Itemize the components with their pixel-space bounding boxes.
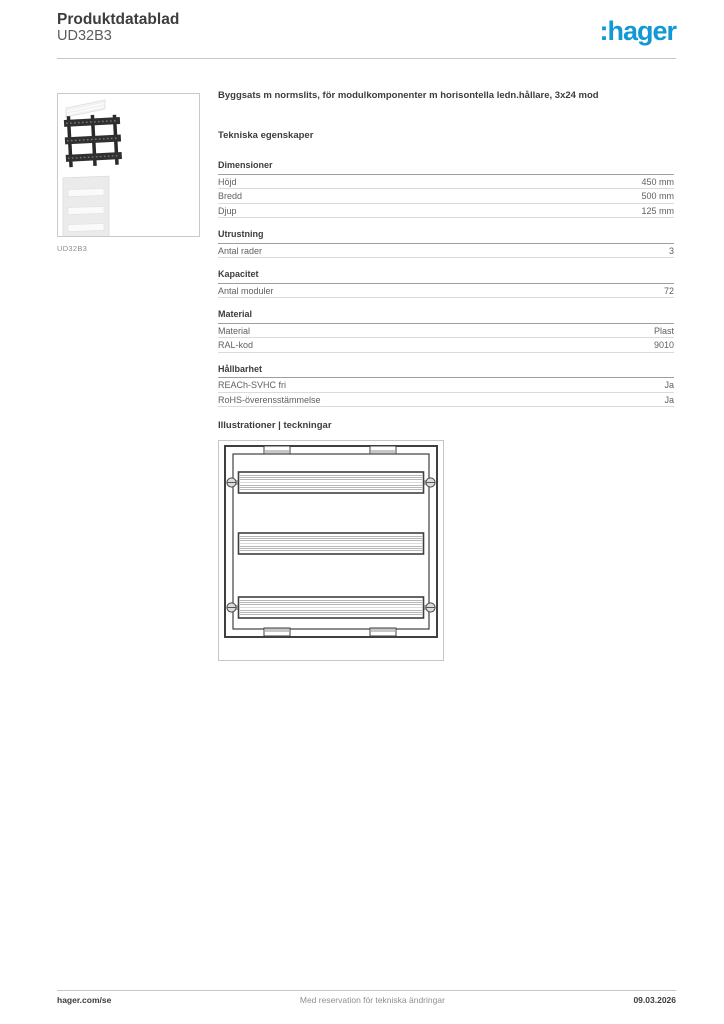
spec-row-value: Ja [664,380,674,390]
footer [57,995,676,1005]
spec-row [218,284,674,299]
spec-row-label: Antal moduler [218,285,274,296]
spec-row [218,175,674,190]
spec-sections [218,160,674,407]
spec-row-label: Djup [218,205,237,216]
technical-drawing-frame [218,440,444,661]
spec-section-title: Hållbarhet [218,364,674,379]
spec-row [218,204,674,219]
spec-row [218,244,674,259]
spec-section [218,160,674,218]
footer-site: hager.com/se [57,995,112,1005]
spec-row [218,378,674,393]
spec-row-label: Antal rader [218,245,263,256]
spec-row-value: 500 mm [641,191,674,201]
spec-row-label: Material [218,325,251,336]
spec-row-value: 72 [663,285,674,296]
spec-row-label: Bredd [218,191,243,201]
spec-row-label: RAL-kod [218,340,254,350]
spec-row-value: Plast [653,325,674,336]
product-photo-caption: UD32B3 [57,244,88,253]
footer-date: 09.03.2026 [633,995,676,1005]
spec-section [218,309,674,353]
content-column [218,90,674,661]
spec-row-value: 9010 [653,340,674,350]
spec-row [218,324,674,339]
product-photo-illustration [58,94,199,236]
spec-row-label: Höjd [218,176,237,187]
spec-row [218,338,674,353]
spec-section-title: Utrustning [218,229,674,244]
spec-row [218,393,674,408]
technical-drawing [219,441,443,660]
footer-divider [57,990,676,991]
header-divider [57,58,676,59]
hager-logo: :hager [599,16,676,46]
spec-row-value: 450 mm [641,176,674,187]
spec-section-title: Kapacitet [218,269,674,284]
spec-section [218,364,674,408]
spec-row-value: 3 [668,245,674,256]
spec-section [218,229,674,258]
spec-section-title: Material [218,309,674,324]
spec-row [218,189,674,204]
footer-disclaimer: Med reservation för tekniska ändringar [299,995,445,1005]
spec-section [218,269,674,298]
spec-row-label: REACh-SVHC fri [218,380,287,390]
product-description: Byggsats m normslits, för modulkomponenter m horisontella ledn.hållare, 3x24 mod [218,90,599,101]
spec-row-label: RoHS-överensstämmelse [218,394,321,405]
spec-row-value: 125 mm [641,205,674,216]
product-photo-frame [57,93,200,237]
spec-section-title: Dimensioner [218,160,674,175]
page-title: Produktdatablad [57,11,180,28]
header [57,11,179,45]
article-number: UD32B3 [57,28,112,44]
tech-section-title: Tekniska egenskaper [218,130,314,141]
illustrations-title: Illustrationer | teckningar [218,420,332,431]
spec-row-value: Ja [664,394,674,405]
